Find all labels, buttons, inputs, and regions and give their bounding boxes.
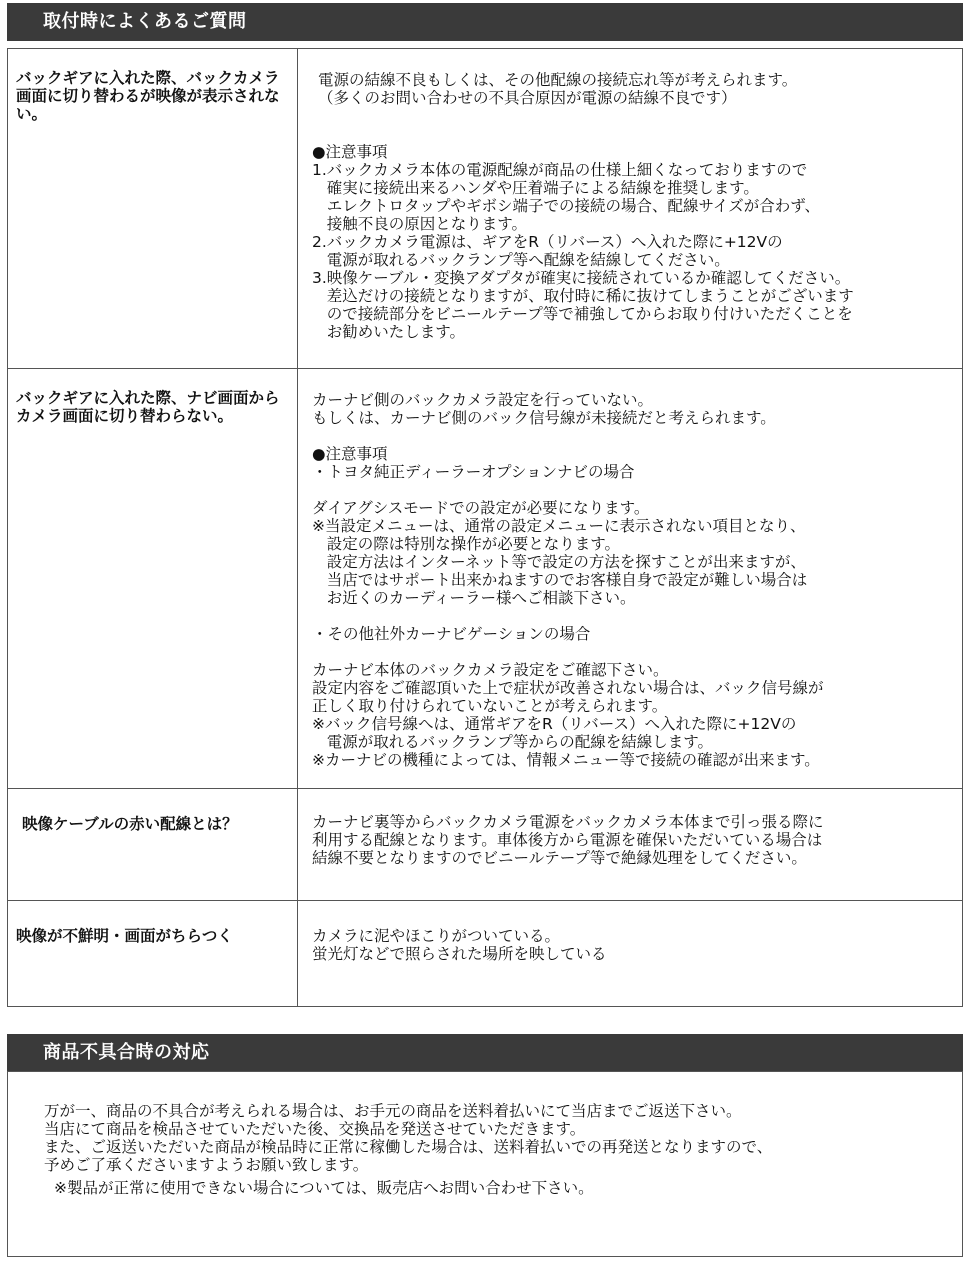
answer-lead: カメラに泥やほこりがついている。 蛍光灯などで照らされた場所を映している xyxy=(312,927,607,963)
answer-lead: 電源の結線不良もしくは、その他配線の接続忘れ等が考えられます。 （多くのお問い合わせの不具合原因が電源の結線不良です） xyxy=(318,71,798,107)
faq-row xyxy=(8,901,963,1007)
defect-body-text: 万が一、商品の不具合が考えられる場合は、お手元の商品を送料着払いにて当店までご返送下さい。 当店にて商品を検品させていただいた後、交換品を発送させていただきます。 また、ご返送いただいた商品が検品時に正常に稼働した場合は、送料着払いでの再発送となりますので、 予めご了承くださいますようお願い致します。 xyxy=(44,1102,773,1174)
faq-question: バックギアに入れた際、ナビ画面からカメラ画面に切り替わらない。 xyxy=(8,369,298,789)
faq-section-title: 取付時によくあるご質問 xyxy=(7,3,963,41)
faq-question: 映像ケーブルの赤い配線とは？ xyxy=(8,789,298,901)
answer-notes-body2: カーナビ本体のバックカメラ設定をご確認下さい。 設定内容をご確認頂いた上で症状が改善されない場合は、バック信号線が 正しく取り付けられていないことが考えられます。 ※バック信号線へは、通常ギアをR（リバース）へ入れた際に+12Vの 電源が取れるバックランプ等からの配線を結線します。 ※カーナビの機種によっては、情報メニュー等で接続の確認が出来ます。 xyxy=(312,661,824,769)
faq-answer xyxy=(298,789,963,901)
answer-notes-head2: ・その他社外カーナビゲーションの場合 xyxy=(312,625,591,643)
answer-notes-head: ●注意事項 ・トヨタ純正ディーラーオプションナビの場合 xyxy=(312,445,635,481)
faq-row xyxy=(8,49,963,369)
faq-row xyxy=(8,789,963,901)
answer-lead: カーナビ側のバックカメラ設定を行っていない。 もしくは、カーナビ側のバック信号線が未接続だと考えられます。 xyxy=(312,391,776,427)
faq-answer xyxy=(298,49,963,369)
defect-section-body xyxy=(7,1071,963,1257)
answer-notes: ●注意事項 1.バックカメラ本体の電源配線が商品の仕様上細くなっておりますので 確実に接続出来るハンダや圧着端子による結線を推奨します。 エレクトロタップやギボシ端子での接続の場合、配線サイズが合わず、 接触不良の原因となります。 2.バックカメラ電源は、ギアをR（リバース）へ入れた際に+12Vの 電源が取れるバックランプ等へ配線を結線してください。 3.映像ケーブル・変換アダプタが確実に接続されているか確認してください。 差込だけの接続となりますが、取付時に稀に抜けてしまうことがございます ので接続部分をビニールテープ等で補強してからお取り付けいただくことを お勧めいたします。 xyxy=(312,143,854,341)
defect-section-title: 商品不具合時の対応 xyxy=(7,1034,963,1072)
answer-lead: カーナビ裏等からバックカメラ電源をバックカメラ本体まで引っ張る際に 利用する配線となります。車体後方から電源を確保いただいている場合は 結線不要となりますのでビニールテープ等で絶縁処理をしてください。 xyxy=(312,813,824,867)
faq-row xyxy=(8,369,963,789)
faq-question: バックギアに入れた際、バックカメラ画面に切り替わるが映像が表示されない。 xyxy=(8,49,298,369)
faq-answer xyxy=(298,369,963,789)
faq-answer xyxy=(298,901,963,1007)
answer-notes-body: ダイアグシスモードでの設定が必要になります。 ※当設定メニューは、通常の設定メニューに表示されない項目となり、 設定の際は特別な操作が必要となります。 設定方法はインターネット等で設定の方法を探すことが出来ますが、 当店ではサポート出来かねますのでお客様自身で設定が難しい場合は お近くのカーディーラー様へご相談下さい。 xyxy=(312,499,808,607)
faq-question: 映像が不鮮明・画面がちらつく xyxy=(8,901,298,1007)
faq-table xyxy=(7,48,963,1007)
defect-note: ※製品が正常に使用できない場合については、販売店へお問い合わせ下さい。 xyxy=(54,1179,594,1197)
